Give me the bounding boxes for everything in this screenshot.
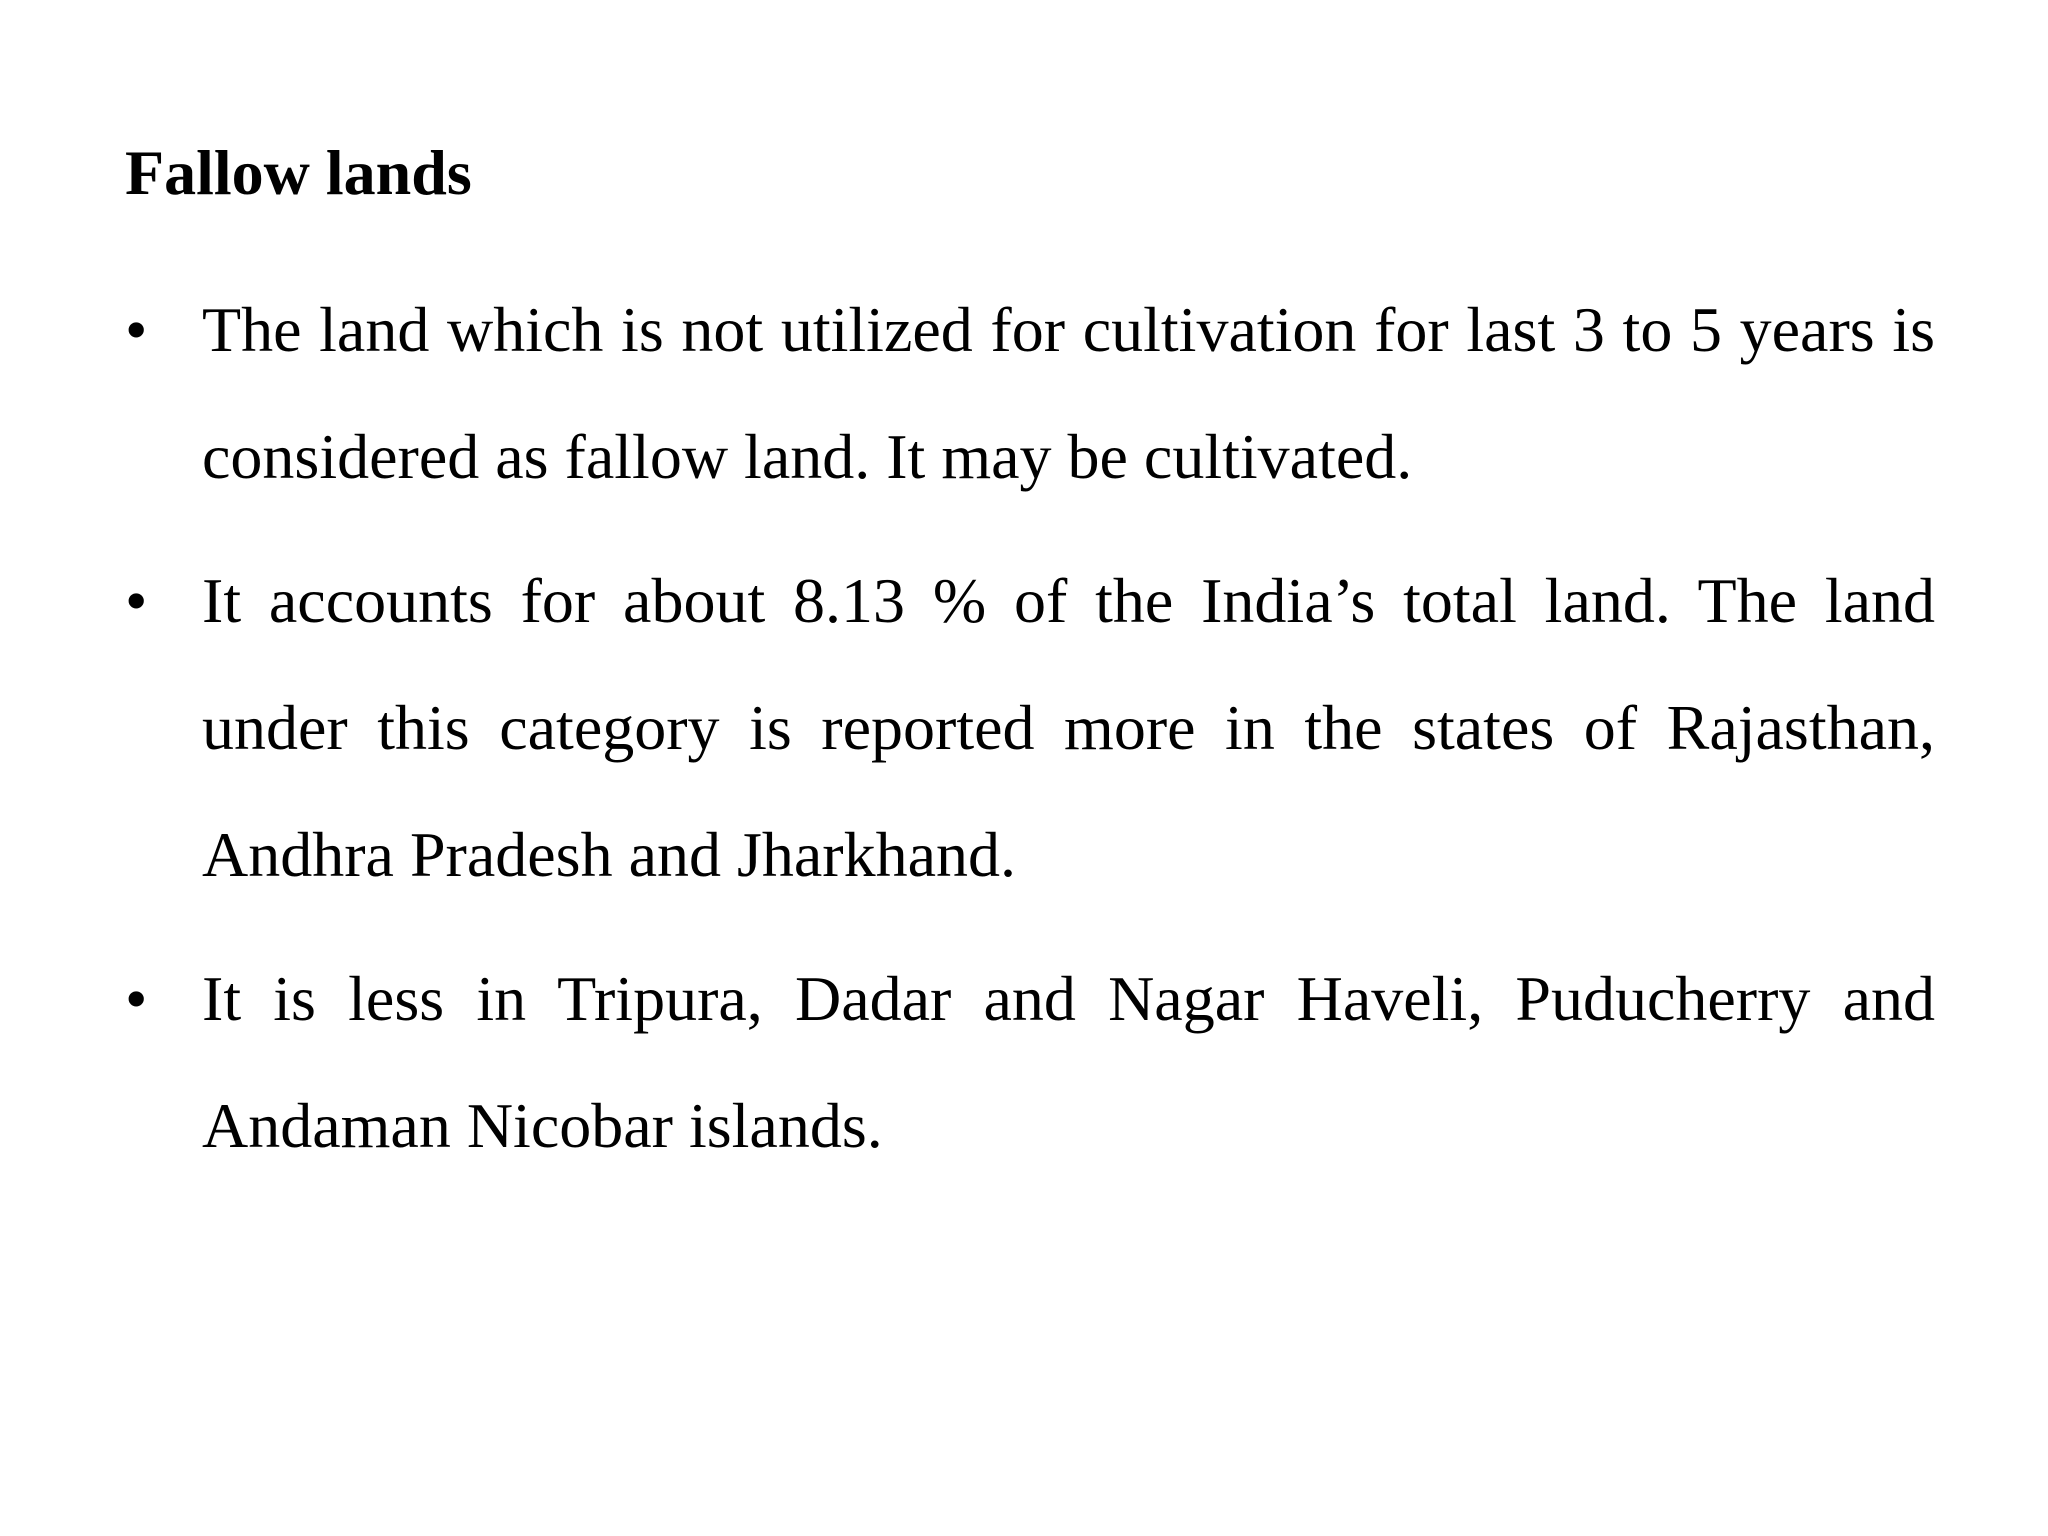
bullet-icon: • [125, 565, 148, 636]
bullet-item [125, 537, 1935, 918]
slide-title: Fallow lands [125, 137, 472, 208]
bullet-text: It accounts for about 8.13 % of the India’s total land. The land under this category is reported more in the states of Rajasthan, Andhra Pradesh and Jharkhand. [202, 565, 1935, 890]
bullet-list [125, 266, 1935, 1189]
bullet-icon: • [125, 963, 148, 1034]
bullet-text: The land which is not utilized for cultivation for last 3 to 5 years is considered as fallow land. It may be cultivated. [202, 294, 1935, 492]
bullet-item [125, 266, 1935, 520]
bullet-icon: • [125, 294, 148, 365]
bullet-item [125, 935, 1935, 1189]
bullet-text: It is less in Tripura, Dadar and Nagar Haveli, Puducherry and Andaman Nicobar islands. [202, 963, 1935, 1161]
